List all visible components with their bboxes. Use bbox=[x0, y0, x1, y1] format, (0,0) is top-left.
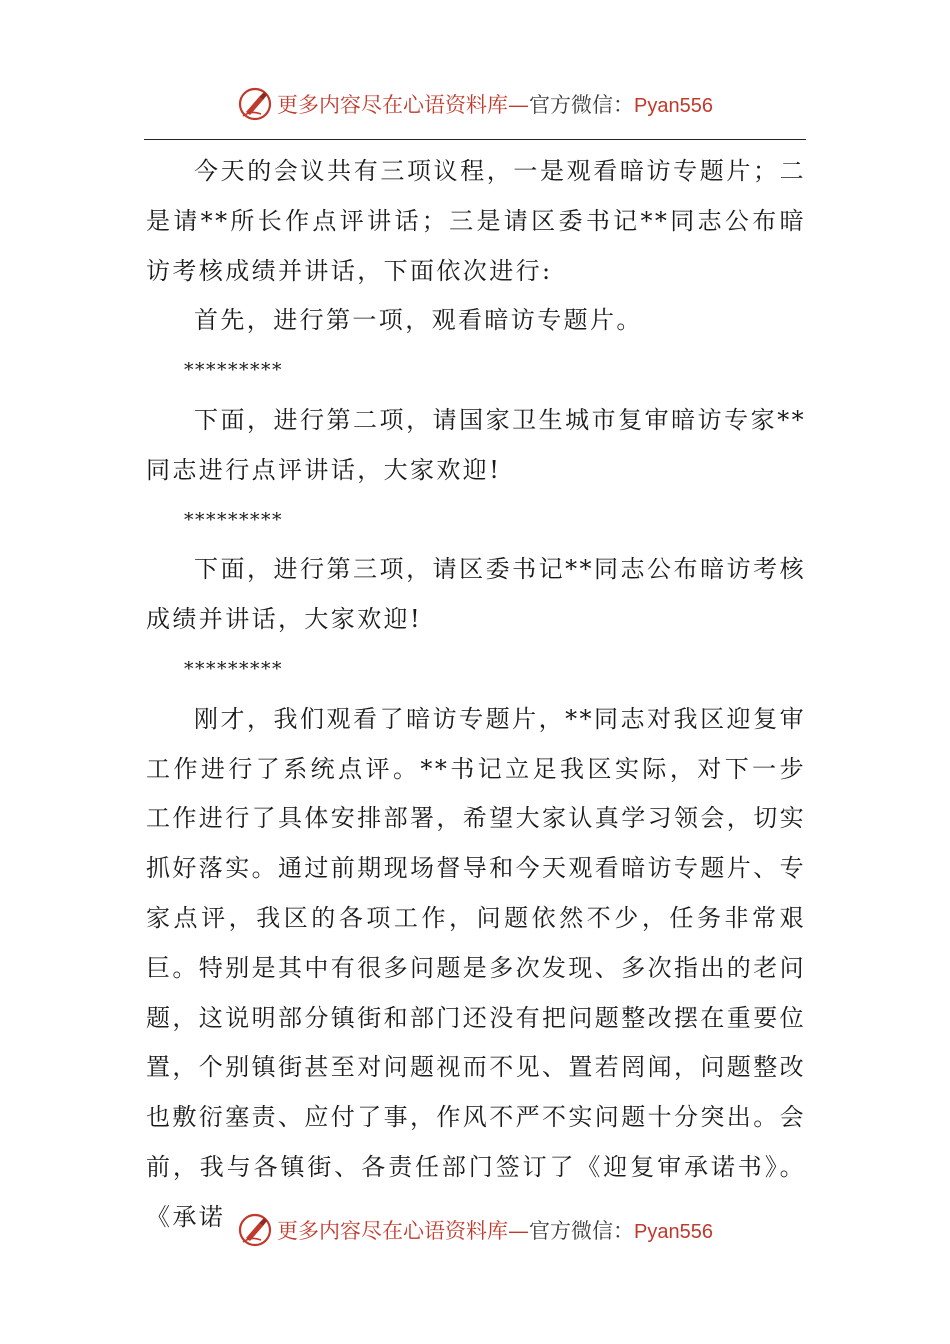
header-divider bbox=[144, 139, 806, 140]
watermark-wechat-id: Pyan556 bbox=[634, 95, 713, 117]
watermark-title: 更多内容尽在心语资料库 bbox=[277, 1219, 509, 1243]
watermark-text bbox=[277, 89, 713, 119]
paragraph-item-two: 下面，进行第二项，请国家卫生城市复审暗访专家**同志进行点评讲话，大家欢迎! bbox=[146, 405, 806, 484]
watermark-title: 更多内容尽在心语资料库 bbox=[277, 93, 509, 117]
watermark-wechat-label: 官方微信： bbox=[529, 1219, 635, 1243]
document-body bbox=[146, 147, 806, 1243]
watermark-dash: — bbox=[508, 93, 530, 117]
footer-watermark bbox=[0, 1210, 950, 1250]
pen-circle-logo-icon bbox=[237, 1212, 273, 1248]
paragraph-separator: ********* bbox=[184, 657, 283, 680]
header-watermark bbox=[0, 84, 950, 124]
paragraph-summary: 刚才，我们观看了暗访专题片，**同志对我区迎复审工作进行了系统点评。**书记立足我区实际，对下一步工作进行了具体安排部署，希望大家认真学习领会，切实抓好落实。通过前期现场督导和今天观看暗访专题片、专家点评，我区的各项工作，问题依然不少，任务非常艰巨。特别是其中有很多问题是多次发现、多次指出的老问题，这说明部分镇街和部门还没有把问题整改摆在重要位置，个别镇街甚至对问题视而不见、置若罔闻，问题整改也敷衍塞责、应付了事，作风不严不实问题十分突出。会前，我与各镇街、各责任部门签订了《迎复审承诺书》。《承诺 bbox=[146, 704, 806, 1231]
paragraph-separator: ********* bbox=[184, 359, 283, 382]
paragraph-separator: ********* bbox=[184, 508, 283, 531]
pen-circle-logo-icon bbox=[237, 86, 273, 122]
watermark-dash: — bbox=[508, 1219, 530, 1243]
paragraph-item-one: 首先，进行第一项，观看暗访专题片。 bbox=[194, 306, 643, 335]
paragraph-item-three: 下面，进行第三项，请区委书记**同志公布暗访考核成绩并讲话，大家欢迎! bbox=[146, 555, 806, 634]
watermark-wechat-label: 官方微信： bbox=[529, 93, 635, 117]
paragraph-agenda: 今天的会议共有三项议程，一是观看暗访专题片；二是请**所长作点评讲话；三是请区委书记**同志公布暗访考核成绩并讲话，下面依次进行: bbox=[146, 157, 806, 285]
watermark-text bbox=[277, 1215, 713, 1245]
watermark-wechat-id: Pyan556 bbox=[634, 1221, 713, 1243]
